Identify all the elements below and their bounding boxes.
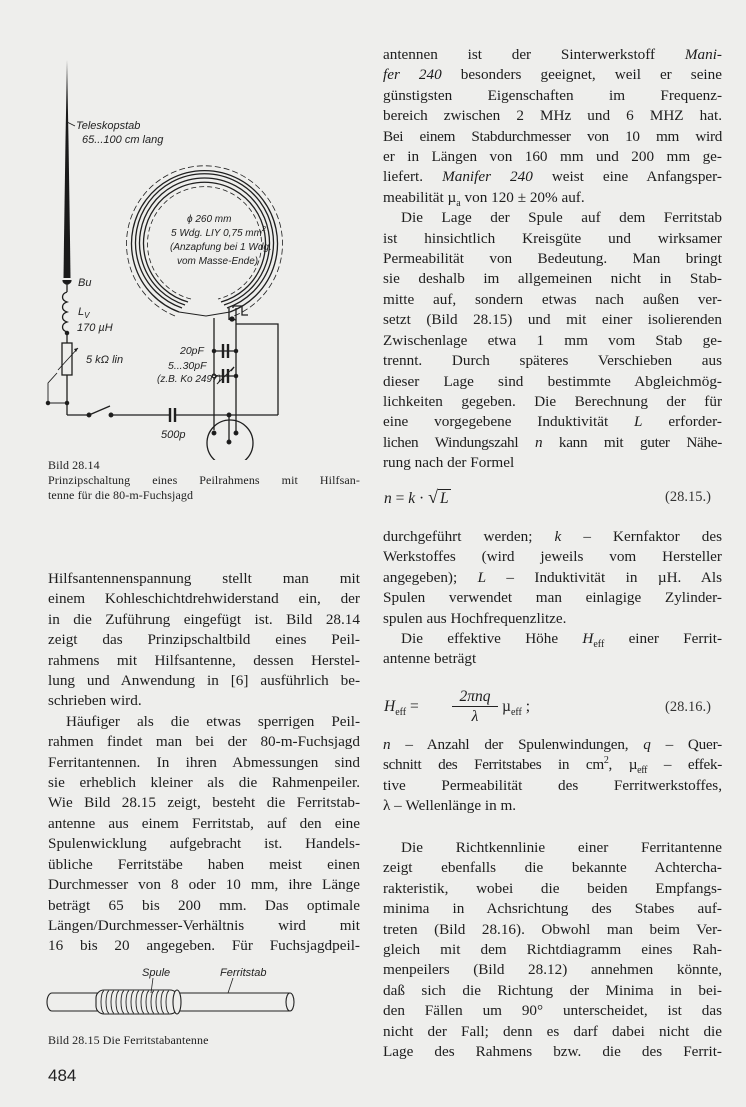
text-line: mitte auf, sondern etwas nach außen ver- (383, 290, 722, 308)
text-line: Die Lage der Spule auf dem Ferritstab (401, 209, 722, 227)
text-line: liefert. Manifer 240 weist eine Anfangsper- (383, 168, 722, 186)
label-cap-variable-example: (z.B. Ko 2497) (157, 374, 221, 385)
label-inductor: $L_V$ (78, 306, 90, 320)
figure-28-14-caption-line-2: tenne für die 80-m-Fuchsjagd (48, 488, 194, 502)
paragraph-directional-pattern (383, 838, 722, 1062)
text-line: n – Anzahl der Spulenwindungen, q – Quer- (383, 736, 723, 753)
text-line: ist hinsichtlich Kreisgüte und wirksamer (383, 229, 722, 247)
text-line: bereich zwischen 2 MHz und 6 MHZ hat. (383, 107, 722, 125)
text-line: sie deshalb im allgemeinen nicht in Stab- (383, 270, 722, 288)
text-line: antenne beträgt (383, 650, 477, 668)
text-line: Häufiger als die etwas sperrigen Peil- (66, 712, 360, 730)
telescopic-rod (64, 60, 71, 278)
text-line: meabilität µ$_a$ von 120 ± 20% auf. (383, 188, 585, 209)
label-windings: 5 Wdg. LIY 0,75 $mm^2$ (171, 226, 266, 239)
label-telescope: Teleskopstab (76, 120, 141, 132)
text-line: lichkeiten gegeben. Die Berechnung der für (383, 392, 722, 410)
text-line: zeigt ebenfalls die bekannte Achtercha- (383, 859, 722, 877)
label-coil: Spule (142, 967, 171, 979)
text-line: Spulenwicklung aufgebracht ist. Handels- (48, 835, 360, 853)
frame-loop-windings (127, 166, 283, 316)
text-line: Bei einem Stabdurchmesser von 10 mm wird (383, 127, 722, 145)
paragraph-ferrite-antennas (48, 712, 360, 957)
right-column-text-2 (383, 527, 722, 670)
label-cap-fixed: 20pF (180, 345, 204, 357)
figure-28-15-caption: Bild 28.15 Die Ferritstabantenne (48, 1033, 209, 1047)
text-line: Durchmesser von 8 oder 10 mm, ihre Länge (48, 876, 360, 894)
inductor-symbol (63, 292, 68, 332)
text-line: günstigsten Eigenschaften im Frequenz- (383, 86, 722, 104)
text-line: Permeabilität von Bedeutung. Man bringt (383, 250, 722, 268)
text-line: rakteristik, wobei die beiden Empfangs- (383, 879, 722, 897)
text-line: gleich mit dem Richtdiagramm eines Rah- (383, 941, 722, 959)
text-line: minima in Achsrichtung des Stabes auf- (383, 900, 722, 918)
text-line: Hilfsantennenspannung stellt man mit (48, 570, 360, 587)
socket-symbol (63, 280, 71, 284)
label-inductance: 170 µH (77, 322, 113, 334)
text-line: durchgeführt werden; k – Kernfaktor des (383, 528, 722, 545)
paragraph-definitions-2 (383, 735, 722, 817)
text-line: daß sich die Richtung der Minima in bei- (383, 981, 722, 999)
text-line: er in Längen von 160 mm und 200 mm ge- (383, 148, 722, 166)
right-column-text-3 (383, 735, 722, 817)
text-line: rung nach der Formel (383, 454, 515, 472)
text-line: einem Kohleschichtdrehwiderstand ein, der (48, 590, 360, 608)
label-resistor: 5 kΩ lin (86, 354, 124, 366)
paragraph-auxiliary-antenna (48, 569, 360, 712)
ferrite-rod-figure-28-15 (40, 960, 350, 1030)
label-tap: (Anzapfung bei 1 Wdg. (170, 242, 272, 253)
left-column-text (48, 569, 360, 957)
text-line: sie erheblich kleiner als die Rahmenpeiler. (48, 774, 360, 792)
text-line: trennt. Durch späteres Verschieben aus (383, 352, 722, 370)
text-line: λ – Wellenlänge in m. (383, 797, 517, 815)
text-line: eine vorgegebene Induktivität L erforder- (383, 413, 722, 431)
potentiometer-symbol (62, 343, 72, 375)
text-line: Die Richtkennlinie einer Ferritantenne (401, 839, 722, 856)
text-line: Ferritantennen. In ihren Abmessungen sind (48, 753, 360, 771)
right-column-text (383, 45, 722, 474)
figure-28-14-title: Bild 28.14 (48, 458, 100, 472)
figure-28-14-caption-line-1: Prinzipschaltung eines Peilrahmens mit Hilfsan- (48, 473, 360, 487)
page-number: 484 (48, 1066, 77, 1085)
paragraph-definitions-1 (383, 527, 722, 629)
text-line: lichen Windungszahl n kann mit guter Nähe- (383, 433, 722, 451)
label-telescope-length: 65...100 cm lang (82, 134, 164, 146)
right-column-text-4 (383, 838, 722, 1062)
text-line: schrieben wird. (48, 692, 142, 710)
text-line: tive Permeabilität des Ferritwerkstoffes, (383, 776, 722, 794)
text-line: Wie Bild 28.15 zeigt, besteht die Ferritstab- (48, 794, 360, 812)
text-line: fer 240 besonders geeignet, weil er seine (383, 66, 722, 84)
text-line: setzt (Bild 28.15) und mit einer isolierenden (383, 311, 722, 329)
label-tap-2: vom Masse-Ende) (177, 256, 259, 267)
paragraph-coil-position (383, 208, 722, 473)
fraction: 2πnq λ (452, 688, 498, 727)
text-line: menpeilers (Bild 28.12) annehmen könnte, (383, 961, 722, 979)
text-line: rahmen findet man bei der 80-m-Fuchsjagd (48, 733, 360, 751)
text-line: nicht der Fall; denn es darf dabei nicht die (383, 1022, 722, 1040)
label-socket: Bu (78, 277, 92, 289)
text-line: antennen ist der Sinterwerkstoff Mani- (383, 46, 722, 63)
label-cap-coupling: 500p (161, 429, 186, 441)
text-line: 16 bis 20 angegeben. Für Fuchsjagdpeil- (48, 937, 360, 955)
text-line: beträgt 65 bis 200 mm. Das optimale (48, 896, 360, 914)
paragraph-manifer (383, 45, 722, 208)
text-line: übliche Ferritstäbe haben meist einen (48, 855, 360, 873)
equation-number-28-15: (28.15.) (665, 489, 711, 505)
equation-number-28-16: (28.16.) (665, 699, 711, 715)
text-line: Die effektive Höhe $H_{eff}$ einer Ferrit- (401, 630, 723, 651)
text-line: Lage des Rahmens bzw. die des Ferrit- (383, 1043, 722, 1061)
text-line: Werkstoffes (wird jeweils vom Hersteller (383, 548, 722, 566)
label-ferrite-rod: Ferritstab (220, 967, 267, 979)
paragraph-effective-height (383, 629, 722, 670)
text-line: zeigt das Prinzipschaltbild eines Peil- (48, 631, 360, 649)
formula-28-15: n = k · √ L (384, 487, 449, 507)
text-line: Spulen verwendet man einlagige Zylinder- (383, 589, 722, 607)
text-line: in die Zuführung eingefügt ist. Bild 28.14 (48, 610, 360, 628)
text-line: schnitt des Ferritstabes in $cm^2$, µ$_{eff}$ – effek- (383, 755, 723, 777)
circuit-diagram-figure-28-14 (30, 40, 350, 460)
text-line: antenne aus einem Ferritstab, auf den eine (48, 814, 360, 832)
text-line: lung und Anwendung in [6] ausführlich be- (48, 672, 360, 690)
text-line: den Fällen um 90° unterscheidet, ist das (383, 1002, 722, 1020)
switch-symbol (89, 406, 110, 415)
text-line: spulen aus Hochfrequenzlitze. (383, 609, 567, 627)
text-line: Längen/Durchmesser-Verhältnis wird mit (48, 916, 360, 934)
text-line: angegeben); L – Induktivität in µH. Als (383, 568, 722, 586)
figure-28-14-caption (48, 458, 360, 503)
text-line: treten (Bild 28.16). Obwohl man beim Ver- (383, 920, 722, 938)
text-line: Zwischenlage etwa 1 mm vom Stab ge- (383, 331, 722, 349)
book-page: Teleskopstab 65...100 cm lang ϕ 260 mm 5 Wdg. LIY 0,75 $mm^2$ (Anzapfung bei 1 Wdg. vom Masse-Ende) Bu $L_V$ 170 µH 5 kΩ lin 20pF 5...30pF (z.B. Ko 2497) 500p Bild 28.14 Prinzipschaltung eines Peilrahmens mit Hilfsan- tenne für die 80-m-Fuchsjagd Hilfsantennenspannung stellt man mit einem Kohleschichtdrehwiderstand ein, der in die Zuführung eingefügt ist. Bild 28.14 zeigt das Prinzipschaltbild eines Peil- rahmens mit Hilfsantenne, dessen Herstel- lung und Anwendung in [6] ausführlich be- schrieben wird. Häufiger als die etwas sperrigen Peil- rahmen findet man bei der 80-m-Fuchsjagd Ferritantennen. In ihren Abmessungen sind sie erheblich kleiner als die Rahmenpeiler. Wie Bild 28.15 zeigt, besteht die Ferritstab- antenne aus einem Ferritstab, auf den eine Spulenwicklung aufgebracht ist. Handels- übliche Ferritstäbe haben meist einen Durchmesser von 8 oder 10 mm, ihre Länge beträgt 65 bis 200 mm. Das optimale Längen/Durchmesser-Verhältnis wird mit 16 bis 20 angegeben. Für Fuchsjagdpeil- Spule Ferritstab Bild 28.15 Die Ferritstabantenne 484 antennen ist der Sinterwerkstoff Mani- fer 240 besonders geeignet, weil er seine günstigsten Eigenschaften im Frequenz- bereich zwischen 2 MHz und 6 MHZ hat. Bei einem Stabdurchmesser von 10 mm wird er in Längen von 160 mm und 200 mm ge- liefert. Manifer 240 weist eine Anfangsper- meabilität µ$_a$ von 120 ± 20% auf. Die Lage der Spule auf dem Ferritstab ist hinsichtlich Kreisgüte und wirksamer Permeabilität von Bedeutung. Man bringt sie deshalb im allgemeinen nicht in Stab- mitte auf, sondern etwas nach außen ver- setzt (Bild 28.15) und mit einer isolierenden Zwischenlage etwa 1 mm vom Stab ge- trennt. Durch späteres Verschieben aus dieser Lage sind bestimmte Abgleichmög- lichkeiten gegeben. Die Berechnung der für eine vorgegebene Induktivität L erforder- lichen Windungszahl n kann mit guter Nähe- rung nach der Formel n = k · √ L (28.15.) durchgeführt werden; k – Kernfaktor des Werkstoffes (wird jeweils vom Hersteller angegeben); L – Induktivität in µH. Als Spulen verwendet man einlagige Zylinder- spulen aus Hochfrequenzlitze. Die effektive Höhe $H_{eff}$ einer Ferrit- antenne beträgt $H_{eff}$ = 2πnq λ µ$_{eff}$ ; (28.16.) n – Anzahl der Spulenwindungen, q – Quer- schnitt des Ferritstabes in $cm^2$, µ$_{eff}$ – effek- tive Permeabilität des Ferritwerkstoffes, λ – Wellenlänge in m. Die Richtkennlinie einer Ferritantenne zeigt ebenfalls die bekannte Achtercha- rakteristik, wobei die beiden Empfangs- minima in Achsrichtung des Stabes auf- treten (Bild 28.16). Obwohl man beim Ver- gleich mit dem Richtdiagramm eines Rah- menpeilers (Bild 28.12) annehmen könnte, daß sich die Richtung der Minima in bei- den Fällen um 90° unterscheidet, ist das nicht der Fall; denn es darf dabei nicht die Lage des Rahmens bzw. die des Ferrit- (0, 0, 746, 1107)
label-diameter: ϕ 260 mm (187, 214, 232, 225)
text-line: dieser Lage sind bestimmte Abgleichmög- (383, 372, 722, 390)
label-cap-variable: 5...30pF (168, 360, 207, 372)
text-line: rahmens mit Hilfsantenne, dessen Herstel- (48, 651, 360, 669)
